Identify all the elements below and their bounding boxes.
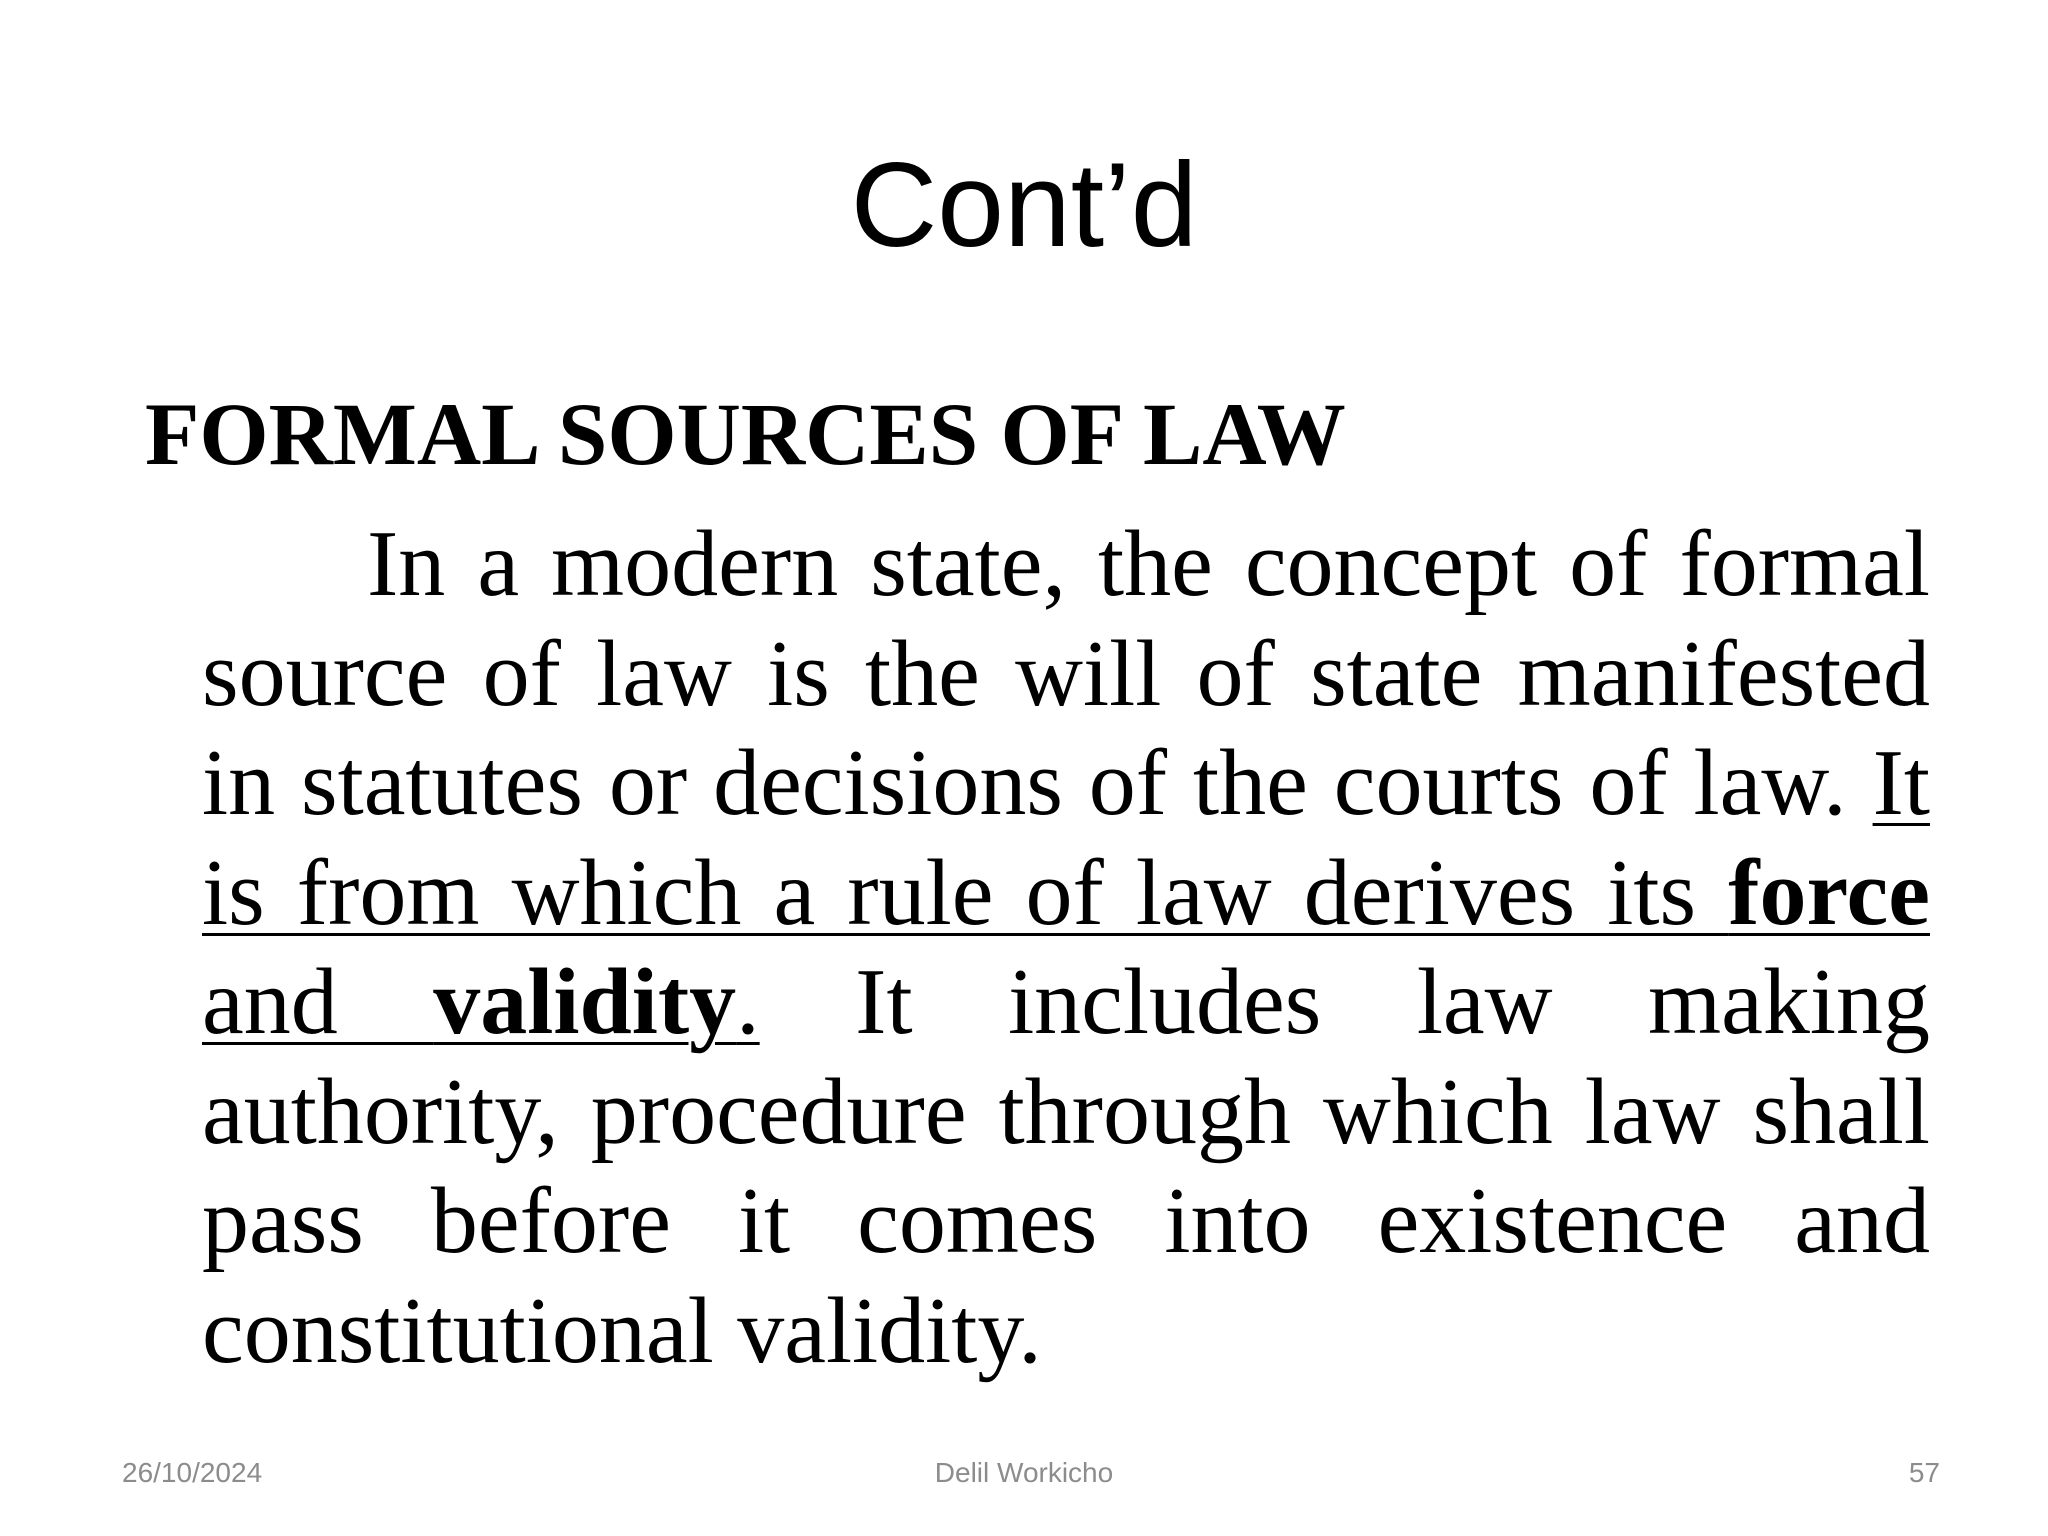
section-heading: FORMAL SOURCES OF LAW	[145, 386, 1346, 484]
footer-page-number: 57	[1908, 1457, 1940, 1488]
body-rest: It includes law making authority, procedure through which law shall pass before it comes into existence and constitutional validity.	[202, 950, 1930, 1383]
underlined-part-1: It is from which a rule of law derives its	[202, 731, 1930, 945]
underlined-period: .	[736, 950, 760, 1054]
footer-date: 26/10/2024	[122, 1457, 263, 1488]
underlined-part-2: and	[202, 950, 434, 1054]
body-intro: In a modern state, the concept of formal source of law is the will of state manifested in statutes or decisions of the courts of law.	[202, 512, 1930, 835]
bold-validity: validity	[433, 950, 737, 1054]
footer-author: Delil Workicho	[934, 1457, 1114, 1488]
slide-title: Cont’d	[850, 138, 1198, 272]
body-paragraph	[202, 510, 1930, 1386]
bold-force: force	[1728, 840, 1930, 945]
